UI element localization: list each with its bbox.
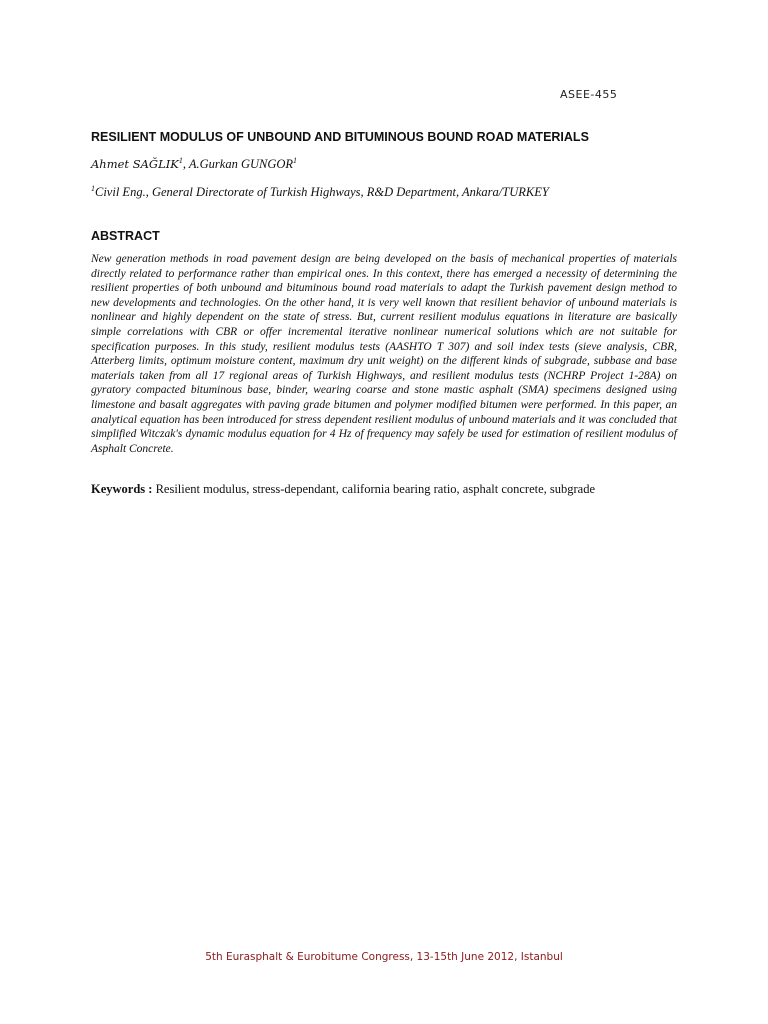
paper-id: ASEE-455 xyxy=(560,88,618,101)
author-separator: , xyxy=(182,157,189,171)
conference-footer: 5th Eurasphalt & Eurobitume Congress, 13-15th June 2012, Istanbul xyxy=(205,951,563,963)
author-line xyxy=(91,157,297,172)
first-author: Ahmet SAĞLIK xyxy=(91,157,179,171)
affiliation-mark: 1 xyxy=(91,183,95,193)
keywords-text: Resilient modulus, stress-dependant, california bearing ratio, asphalt concrete, subgrade xyxy=(152,482,596,496)
keywords-label: Keywords : xyxy=(91,482,153,496)
affiliation-text: Civil Eng., General Directorate of Turkish Highways, R&D Department, Ankara/TURKEY xyxy=(95,185,549,199)
affiliation xyxy=(91,185,549,200)
first-author-affiliation-mark: 1 xyxy=(178,155,183,165)
abstract-body: New generation methods in road pavement design are being developed on the basis of mechanical properties of materials directly related to performance rather than empirical ones. In this context, there has emerged a necessity of determining the resilient properties of both unbound and bituminous bound road materials to adapt the Turkish pavement design method to new developments and technologies. On the other hand, it is very well known that resilient behavior of unbound materials is nonlinear and highly dependent on the state of stress. But, current resilient modulus equations in literature are basically simple correlations with CBR or offer incremental iterative nonlinear numerical solutions which are not suitable for specification purposes. In this study, resilient modulus tests (AASHTO T 307) and soil index tests (sieve analysis, CBR, Atterberg limits, optimum moisture content, maximum dry unit weight) on the different kinds of subgrade, subbase and base materials taken from all 17 regional areas of Turkish Highways, and resilient modulus tests (NCHRP Project 1-28A) on gyratory compacted bituminous base, binder, wearing coarse and stone mastic asphalt (SMA) specimens designed using limestone and basalt aggregates with paving grade bitumen and polymer modified bitumen were performed. In this paper, an analytical equation has been introduced for stress dependent resilient modulus of unbound materials and it was concluded that simplified Witczak's dynamic modulus equation for 4 Hz of frequency may safely be used for estimation of resilient modulus of Asphalt Concrete. xyxy=(91,253,677,455)
abstract-heading: ABSTRACT xyxy=(91,229,160,243)
keywords xyxy=(91,482,691,497)
second-author-affiliation-mark: 1 xyxy=(293,155,298,165)
second-author: A.Gurkan GUNGOR xyxy=(188,157,294,171)
paper-title: RESILIENT MODULUS OF UNBOUND AND BITUMINOUS BOUND ROAD MATERIALS xyxy=(91,130,589,144)
